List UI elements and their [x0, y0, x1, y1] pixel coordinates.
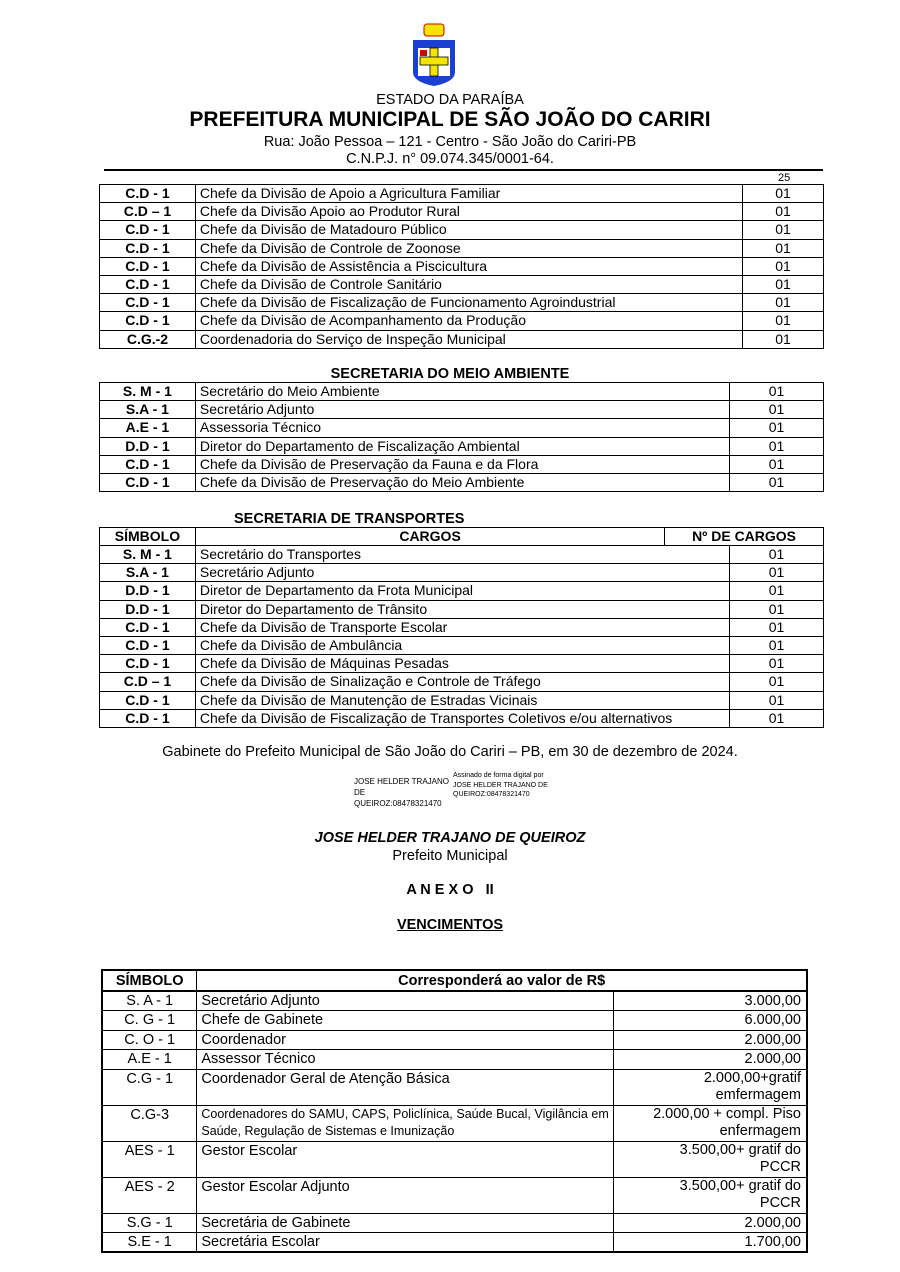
table-row	[100, 294, 824, 312]
cell-value: 1.700,00	[613, 1233, 807, 1253]
table-row	[102, 1069, 807, 1105]
cell-symbol: A.E - 1	[100, 419, 196, 437]
cell-description: Secretário do Meio Ambiente	[195, 383, 729, 401]
cell-description: Chefe da Divisão de Preservação da Fauna e da Flora	[195, 455, 729, 473]
cell-value: 01	[730, 636, 824, 654]
cell-description: Chefe da Divisão de Controle Sanitário	[195, 275, 742, 293]
cell-description: Gestor Escolar	[197, 1141, 613, 1177]
cell-symbol: S. M - 1	[100, 546, 196, 564]
table-row	[100, 383, 824, 401]
cell-value: 01	[743, 330, 824, 348]
mayor-name: JOSE HELDER TRAJANO DE QUEIROZ	[314, 830, 586, 846]
table-row	[100, 473, 824, 491]
signature-right: Assinado de forma digital por JOSE HELDER TRAJANO DE QUEIROZ:08478321470	[453, 772, 548, 798]
cell-symbol: C.D - 1	[100, 618, 196, 636]
cell-value: 01	[730, 691, 824, 709]
cell-description: Chefe da Divisão de Fiscalização de Transportes Coletivos e/ou alternativos	[195, 709, 729, 727]
cell-value: 2.000,00+gratif emfermagem	[613, 1069, 807, 1105]
cell-value: 3.000,00	[613, 991, 807, 1011]
table-row	[100, 239, 824, 257]
cell-symbol: S.A - 1	[100, 564, 196, 582]
table-row	[100, 582, 824, 600]
section-title-transport: SECRETARIA DE TRANSPORTES	[234, 511, 465, 527]
table-row	[100, 330, 824, 348]
cell-symbol: C.D - 1	[100, 691, 196, 709]
positions-table-agriculture	[99, 184, 824, 349]
cell-symbol: S.E - 1	[102, 1233, 197, 1253]
table-row	[100, 691, 824, 709]
cell-symbol: C.D – 1	[100, 673, 196, 691]
table-row	[100, 419, 824, 437]
cell-symbol: C.D - 1	[100, 455, 196, 473]
table-row	[100, 275, 824, 293]
cell-description: Assessoria Técnico	[195, 419, 729, 437]
table-row	[102, 1050, 807, 1070]
cell-value: 2.000,00	[613, 1050, 807, 1070]
cell-value: 2.000,00	[613, 1213, 807, 1233]
address: Rua: João Pessoa – 121 - Centro - São João do Cariri-PB	[263, 134, 637, 150]
cell-value: 01	[730, 455, 824, 473]
cell-value: 01	[730, 709, 824, 727]
table-row	[102, 1233, 807, 1253]
salary-table	[101, 969, 808, 1253]
cell-value: 01	[730, 473, 824, 491]
table-row	[100, 203, 824, 221]
cell-symbol: S.G - 1	[102, 1213, 197, 1233]
header-rule	[104, 169, 823, 171]
cell-value: 01	[743, 203, 824, 221]
cell-value: 3.500,00+ gratif do PCCR	[613, 1177, 807, 1213]
cell-description: Chefe da Divisão de Transporte Escolar	[195, 618, 729, 636]
transport-header-table	[99, 527, 824, 546]
annex-subtitle: VENCIMENTOS	[396, 917, 504, 933]
positions-table-transport	[99, 545, 824, 728]
cell-value: 01	[730, 564, 824, 582]
cell-symbol: C.D - 1	[100, 312, 196, 330]
cell-value: 01	[743, 294, 824, 312]
cell-value: 01	[730, 546, 824, 564]
section-title-environment: SECRETARIA DO MEIO AMBIENTE	[330, 366, 570, 382]
cell-symbol: C.D - 1	[100, 185, 196, 203]
cell-value: 6.000,00	[613, 1011, 807, 1031]
header-positions: CARGOS	[195, 528, 664, 546]
cell-value: 01	[743, 312, 824, 330]
cell-description: Chefe da Divisão de Manutenção de Estradas Vicinais	[195, 691, 729, 709]
cell-symbol: C.D - 1	[100, 275, 196, 293]
table-row	[100, 600, 824, 618]
cell-value: 01	[743, 257, 824, 275]
cell-description: Diretor do Departamento de Fiscalização Ambiental	[195, 437, 729, 455]
table-row	[100, 709, 824, 727]
page-title: PREFEITURA MUNICIPAL DE SÃO JOÃO DO CARIRI	[189, 108, 711, 131]
table-row	[102, 1030, 807, 1050]
cell-value: 01	[730, 655, 824, 673]
cell-value: 01	[743, 239, 824, 257]
cell-description: Secretária Escolar	[197, 1233, 613, 1253]
cell-description: Assessor Técnico	[197, 1050, 613, 1070]
cell-value: 01	[743, 275, 824, 293]
table-row	[102, 1213, 807, 1233]
header-value: Corresponderá ao valor de R$	[197, 970, 807, 991]
table-row	[102, 1177, 807, 1213]
cell-description: Diretor do Departamento de Trânsito	[195, 600, 729, 618]
cell-description: Chefe da Divisão de Preservação do Meio Ambiente	[195, 473, 729, 491]
header-count: Nº DE CARGOS	[665, 528, 824, 546]
annex-title: A N E X O II	[406, 882, 494, 898]
cell-symbol: C.D - 1	[100, 221, 196, 239]
cell-symbol: C.D - 1	[100, 636, 196, 654]
cell-value: 2.000,00	[613, 1030, 807, 1050]
header-symbol: SÍMBOLO	[100, 528, 196, 546]
cell-description: Chefe da Divisão de Ambulância	[195, 636, 729, 654]
cell-value: 01	[730, 618, 824, 636]
cell-description: Secretário Adjunto	[195, 401, 729, 419]
table-row	[100, 401, 824, 419]
cell-description: Chefe da Divisão de Acompanhamento da Produção	[195, 312, 742, 330]
cell-value: 01	[730, 582, 824, 600]
table-row	[100, 455, 824, 473]
cell-description: Chefe da Divisão de Assistência a Piscicultura	[195, 257, 742, 275]
cell-symbol: C. O - 1	[102, 1030, 197, 1050]
cell-symbol: S. M - 1	[100, 383, 196, 401]
place-date: Gabinete do Prefeito Municipal de São João do Cariri – PB, em 30 de dezembro de 2024.	[162, 744, 738, 760]
cell-description: Secretária de Gabinete	[197, 1213, 613, 1233]
cell-value: 01	[730, 419, 824, 437]
table-row	[102, 1011, 807, 1031]
cell-symbol: C.G-3	[102, 1105, 197, 1141]
cnpj: C.N.P.J. n° 09.074.345/0001-64.	[346, 151, 554, 167]
cell-symbol: AES - 1	[102, 1141, 197, 1177]
cell-value: 2.000,00 + compl. Piso enfermagem	[613, 1105, 807, 1141]
cell-value: 01	[730, 437, 824, 455]
table-row	[102, 1105, 807, 1141]
cell-symbol: C.D – 1	[100, 203, 196, 221]
cell-description: Chefe de Gabinete	[197, 1011, 613, 1031]
cell-value: 01	[730, 383, 824, 401]
cell-symbol: C.D - 1	[100, 473, 196, 491]
cell-symbol: C.D - 1	[100, 239, 196, 257]
cell-description: Coordenador	[197, 1030, 613, 1050]
positions-table-environment	[99, 382, 824, 492]
table-row	[100, 185, 824, 203]
cell-symbol: C.G.-2	[100, 330, 196, 348]
cell-symbol: D.D - 1	[100, 600, 196, 618]
cell-symbol: D.D - 1	[100, 437, 196, 455]
cell-description: Chefe da Divisão de Matadouro Público	[195, 221, 742, 239]
cell-symbol: C. G - 1	[102, 1011, 197, 1031]
cell-symbol: C.D - 1	[100, 294, 196, 312]
cell-description: Coordenador Geral de Atenção Básica	[197, 1069, 613, 1105]
cell-description: Chefe da Divisão de Máquinas Pesadas	[195, 655, 729, 673]
cell-symbol: S. A - 1	[102, 991, 197, 1011]
cell-value: 01	[730, 401, 824, 419]
table-row	[100, 673, 824, 691]
signature-left: JOSE HELDER TRAJANO DE QUEIROZ:08478321470	[354, 777, 449, 808]
table-row	[102, 991, 807, 1011]
cell-symbol: A.E - 1	[102, 1050, 197, 1070]
cell-description: Secretário Adjunto	[195, 564, 729, 582]
cell-description: Diretor de Departamento da Frota Municipal	[195, 582, 729, 600]
table-row	[100, 546, 824, 564]
table-row	[100, 312, 824, 330]
cell-description: Chefe da Divisão de Apoio a Agricultura Familiar	[195, 185, 742, 203]
cell-symbol: D.D - 1	[100, 582, 196, 600]
table-row	[100, 636, 824, 654]
cell-value: 01	[743, 221, 824, 239]
cell-description: Coordenadores do SAMU, CAPS, Policlínica, Saúde Bucal, Vigilância em Saúde, Regulação de Sistemas e Imunização	[197, 1105, 613, 1141]
mayor-role: Prefeito Municipal	[392, 848, 508, 864]
cell-value: 01	[730, 600, 824, 618]
table-row	[100, 257, 824, 275]
cell-description: Secretário Adjunto	[197, 991, 613, 1011]
table-row	[100, 564, 824, 582]
page-number: 25	[778, 172, 791, 184]
coat-of-arms-logo	[410, 22, 458, 88]
table-row	[100, 437, 824, 455]
cell-description: Coordenadoria do Serviço de Inspeção Municipal	[195, 330, 742, 348]
cell-value: 01	[743, 185, 824, 203]
cell-description: Chefe da Divisão Apoio ao Produtor Rural	[195, 203, 742, 221]
table-row	[100, 618, 824, 636]
cell-description: Gestor Escolar Adjunto	[197, 1177, 613, 1213]
cell-symbol: S.A - 1	[100, 401, 196, 419]
cell-symbol: AES - 2	[102, 1177, 197, 1213]
cell-description: Chefe da Divisão de Sinalização e Controle de Tráfego	[195, 673, 729, 691]
cell-description: Chefe da Divisão de Controle de Zoonose	[195, 239, 742, 257]
cell-value: 3.500,00+ gratif do PCCR	[613, 1141, 807, 1177]
table-row	[100, 655, 824, 673]
header-symbol: SÍMBOLO	[102, 970, 197, 991]
cell-symbol: C.D - 1	[100, 709, 196, 727]
cell-description: Secretário do Transportes	[195, 546, 729, 564]
table-row	[100, 221, 824, 239]
cell-symbol: C.D - 1	[100, 655, 196, 673]
state-name: ESTADO DA PARAÍBA	[376, 92, 524, 108]
table-row	[102, 1141, 807, 1177]
cell-symbol: C.D - 1	[100, 257, 196, 275]
cell-symbol: C.G - 1	[102, 1069, 197, 1105]
cell-description: Chefe da Divisão de Fiscalização de Funcionamento Agroindustrial	[195, 294, 742, 312]
cell-value: 01	[730, 673, 824, 691]
